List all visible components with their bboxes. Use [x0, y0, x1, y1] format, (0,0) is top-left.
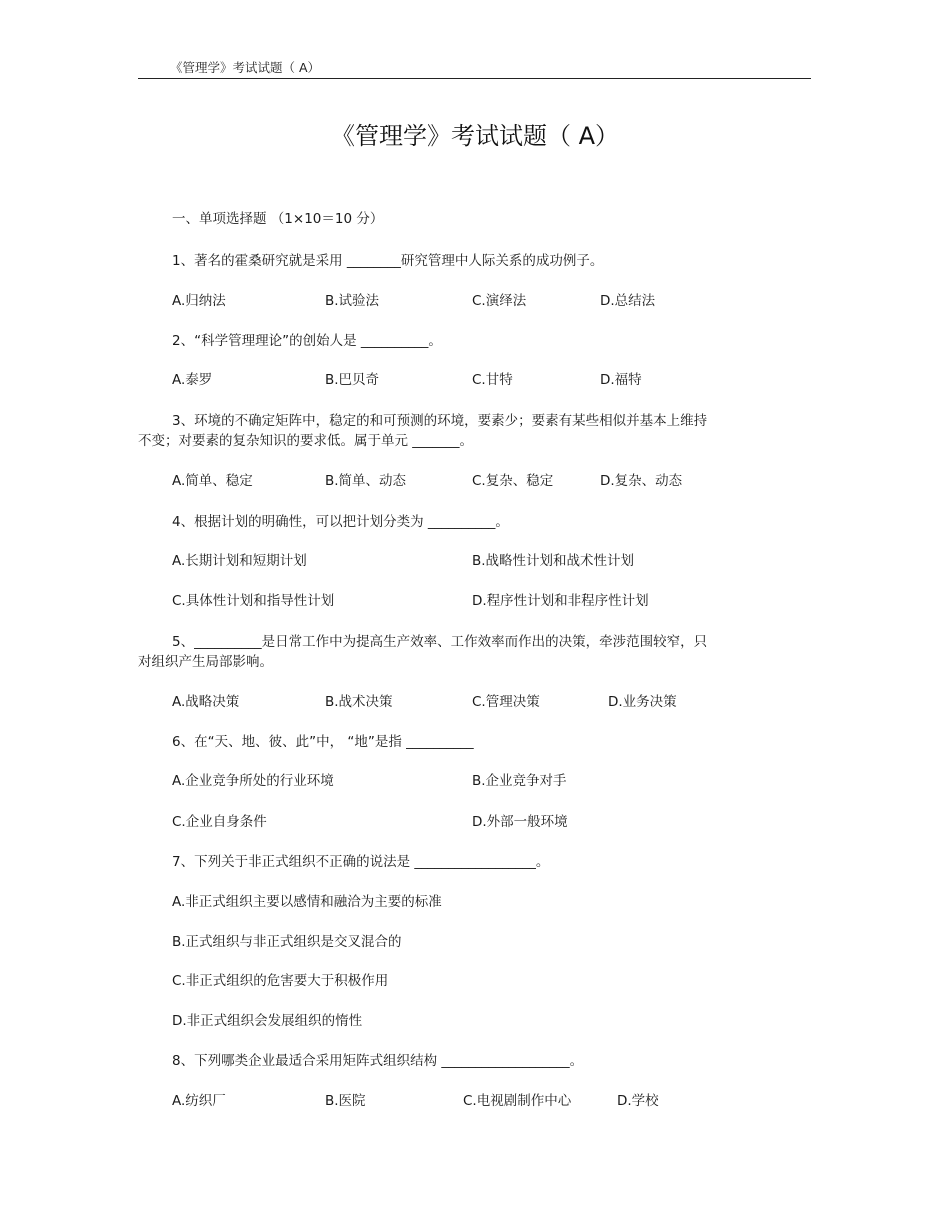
question-5-stem-line-2: 对组织产生局部影响。 — [138, 654, 273, 670]
question-5-option-b: B.战术决策 — [325, 694, 393, 710]
question-6-option-c: C.企业自身条件 — [172, 814, 267, 830]
question-6-stem: 6、在“天、地、彼、此”中， “地”是指 __________ — [172, 734, 474, 750]
question-5-option-d: D.业务决策 — [608, 694, 677, 710]
question-1-option-a: A.归纳法 — [172, 293, 226, 309]
question-3-stem-line-2: 不变；对要素的复杂知识的要求低。属于单元 _______。 — [138, 433, 474, 449]
question-8-option-b: B.医院 — [325, 1093, 366, 1109]
question-5-option-c: C.管理决策 — [472, 694, 540, 710]
question-1-option-c: C.演绎法 — [472, 293, 527, 309]
running-header: 《管理学》考试试题（ A） — [170, 60, 321, 75]
question-4-option-c: C.具体性计划和指导性计划 — [172, 593, 335, 609]
question-4-stem: 4、根据计划的明确性，可以把计划分类为 __________。 — [172, 514, 509, 530]
question-5-option-a: A.战略决策 — [172, 694, 240, 710]
question-7-option-c: C.非正式组织的危害要大于积极作用 — [172, 973, 389, 989]
question-4-option-d: D.程序性计划和非程序性计划 — [472, 593, 649, 609]
question-1-option-d: D.总结法 — [600, 293, 656, 309]
question-2-option-c: C.甘特 — [472, 372, 513, 388]
question-6-option-b: B.企业竞争对手 — [472, 773, 567, 789]
question-4-option-b: B.战略性计划和战术性计划 — [472, 553, 635, 569]
question-8-stem: 8、下列哪类企业最适合采用矩阵式组织结构 ___________________。 — [172, 1053, 584, 1069]
question-1-option-b: B.试验法 — [325, 293, 380, 309]
question-4-option-a: A.长期计划和短期计划 — [172, 553, 307, 569]
question-1-stem: 1、著名的霍桑研究就是采用 ________研究管理中人际关系的成功例子。 — [172, 253, 604, 269]
section-heading: 一、单项选择题 （1×10＝10 分） — [172, 211, 384, 227]
question-3-option-b: B.简单、动态 — [325, 473, 407, 489]
page-title: 《管理学》考试试题（ A） — [330, 122, 620, 150]
question-2-option-d: D.福特 — [600, 372, 642, 388]
question-5-stem-line-1: 5、__________是日常工作中为提高生产效率、工作效率而作出的决策，牵涉范围较窄，只 — [172, 634, 708, 650]
question-7-option-d: D.非正式组织会发展组织的惰性 — [172, 1013, 363, 1029]
question-2-option-b: B.巴贝奇 — [325, 372, 380, 388]
question-7-option-a: A.非正式组织主要以感情和融洽为主要的标准 — [172, 894, 442, 910]
question-3-option-c: C.复杂、稳定 — [472, 473, 554, 489]
question-2-stem: 2、“科学管理理论”的创始人是 __________。 — [172, 333, 442, 349]
question-7-stem: 7、下列关于非正式组织不正确的说法是 __________________。 — [172, 854, 550, 870]
question-3-stem-line-1: 3、环境的不确定矩阵中，稳定的和可预测的环境，要素少；要素有某些相似并基本上维持 — [172, 413, 708, 429]
header-rule — [138, 78, 811, 79]
question-6-option-d: D.外部一般环境 — [472, 814, 568, 830]
question-7-option-b: B.正式组织与非正式组织是交叉混合的 — [172, 934, 402, 950]
question-8-option-c: C.电视剧制作中心 — [463, 1093, 572, 1109]
question-6-option-a: A.企业竞争所处的行业环境 — [172, 773, 334, 789]
question-3-option-a: A.简单、稳定 — [172, 473, 253, 489]
question-8-option-a: A.纺织厂 — [172, 1093, 226, 1109]
question-8-option-d: D.学校 — [617, 1093, 659, 1109]
question-2-option-a: A.泰罗 — [172, 372, 213, 388]
question-3-option-d: D.复杂、动态 — [600, 473, 683, 489]
